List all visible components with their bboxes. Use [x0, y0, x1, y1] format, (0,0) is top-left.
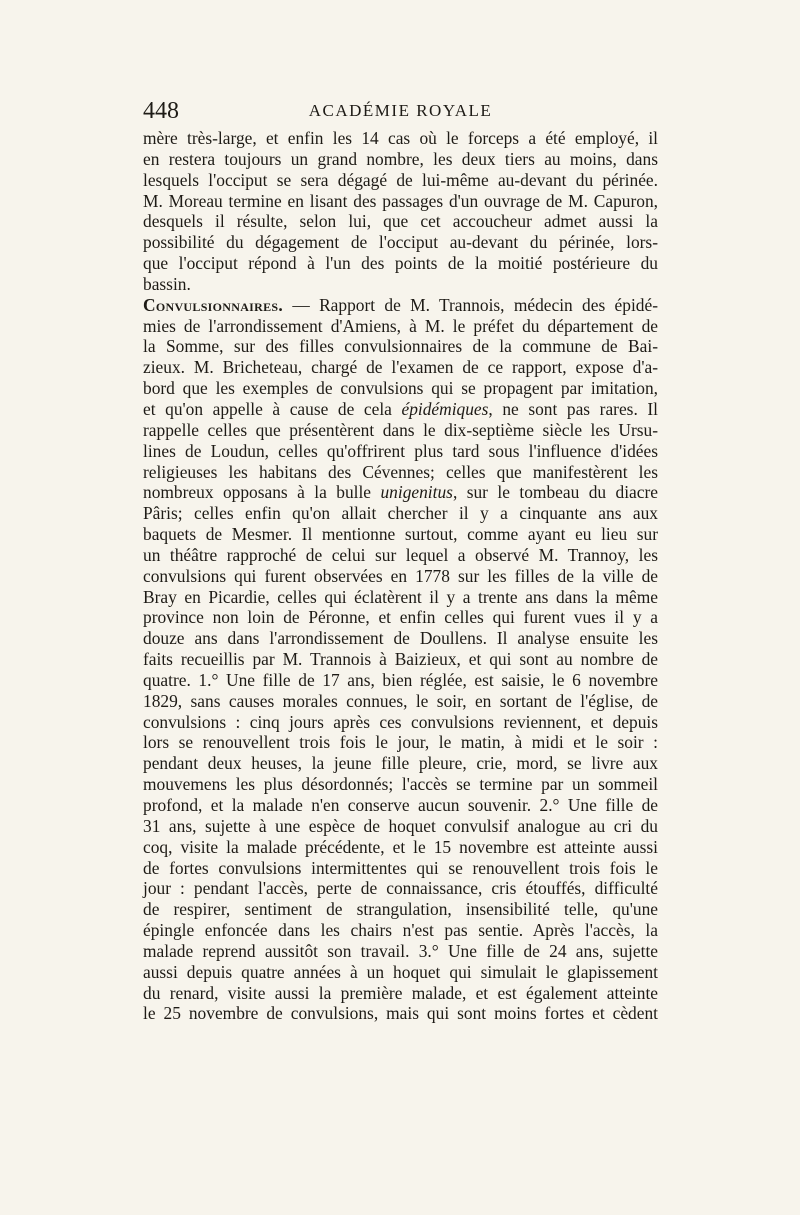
italic-term: unigenitus	[380, 482, 453, 503]
page-number: 448	[143, 98, 179, 124]
text-segment: profond, et la malade n'en conserve aucun souvenir. 2.° Une fille de	[143, 795, 658, 815]
text-segment: , ne sont pas rares. Il	[488, 398, 658, 419]
text-line	[143, 983, 658, 1004]
text-line	[143, 587, 658, 608]
text-segment: convulsions : cinq jours après ces convulsions reviennent, et depuis	[143, 711, 658, 732]
text-segment: épingle enfoncée dans les chairs n'est pas sentie. Après l'accès, la	[143, 920, 658, 941]
text-segment: bord que les exemples de convulsions qui se propagent par imitation,	[143, 378, 658, 399]
text-line	[143, 462, 658, 483]
text-line	[143, 336, 658, 357]
text-segment: lesquels l'occiput se sera dégagé de lui-même au-devant du périnée.	[143, 169, 658, 190]
text-segment: quatre. 1.° Une fille de 17 ans, bien réglée, est saisie, le 6 novembre	[143, 669, 658, 690]
text-line	[143, 649, 658, 670]
text-line	[143, 420, 658, 441]
text-line	[143, 816, 658, 837]
text-line	[143, 670, 658, 691]
text-segment: de respirer, sentiment de strangulation, insensibilité telle, qu'une	[143, 899, 658, 920]
text-line	[143, 357, 658, 378]
text-line	[143, 566, 658, 587]
text-line	[143, 732, 658, 753]
text-line	[143, 170, 658, 191]
text-segment: 31 ans, sujette à une espèce de hoquet convulsif analogue au cri du	[143, 815, 658, 836]
text-segment: lines de Loudun, celles qu'offrirent plus tard sous l'influence d'idées	[143, 440, 658, 461]
text-segment: et qu'on appelle à cause de cela	[143, 398, 402, 419]
text-segment: Pâris; celles enfin qu'on allait chercher il y a cinquante ans aux	[143, 503, 658, 524]
text-line	[143, 232, 658, 253]
text-line	[143, 962, 658, 983]
text-line	[143, 316, 658, 337]
text-line	[143, 378, 658, 399]
text-line	[143, 253, 658, 274]
text-segment: desquels il résulte, selon lui, que cet accoucheur admet aussi la	[143, 211, 658, 232]
text-segment: possibilité du dégagement de l'occiput au-devant du périnée, lors-	[143, 232, 658, 253]
text-line	[143, 691, 658, 712]
page-header	[143, 96, 658, 126]
text-line	[143, 607, 658, 628]
text-line	[143, 545, 658, 566]
text-line	[143, 149, 658, 170]
text-segment: — Rapport de M. Trannois, médecin des épidé-	[283, 294, 658, 315]
text-line	[143, 920, 658, 941]
text-segment: jour : pendant l'accès, perte de connaissance, cris étouffés, difficulté	[143, 878, 658, 899]
text-segment: nombreux opposans à la bulle	[143, 482, 381, 503]
text-segment: 1829, sans causes morales connues, le soir, en sortant de l'église, de	[143, 690, 658, 711]
text-line	[143, 524, 658, 545]
text-line	[143, 753, 658, 774]
text-segment: coq, visite la malade précédente, et le 15 novembre est atteinte aussi	[143, 836, 658, 857]
text-segment: un théâtre rapproché de celui sur lequel a observé M. Trannoy, les	[143, 544, 658, 565]
text-segment: mouvemens les plus désordonnés; l'accès se termine par un sommeil	[143, 774, 658, 795]
text-segment: province non loin de Péronne, et enfin celles qui furent vues il y a	[143, 607, 658, 628]
text-line	[143, 837, 658, 858]
text-line	[143, 795, 658, 816]
text-line	[143, 899, 658, 920]
text-line	[143, 482, 658, 503]
section-heading: Convulsionnaires.	[143, 294, 284, 315]
text-segment: Bray en Picardie, celles qui éclatèrent il y a trente ans dans la même	[143, 586, 658, 607]
text-segment: mère très-large, et enfin les 14 cas où le forceps a été employé, il	[143, 128, 658, 148]
text-line	[143, 878, 658, 899]
text-segment: convulsions qui furent observées en 1778 sur les filles de la ville de	[143, 565, 658, 586]
text-line	[143, 211, 658, 232]
text-line	[143, 274, 658, 295]
text-segment: en restera toujours un grand nombre, les deux tiers au moins, dans	[143, 148, 658, 169]
text-segment: baquets de Mesmer. Il mentionne surtout, comme ayant eu lieu sur	[143, 524, 658, 545]
text-line	[143, 191, 658, 212]
text-line	[143, 712, 658, 733]
text-segment: du renard, visite aussi la première malade, et est également atteinte	[143, 982, 658, 1003]
text-line	[143, 399, 658, 420]
text-segment: aussi depuis quatre années à un hoquet qui simulait le glapissement	[143, 961, 658, 982]
text-segment: religieuses les habitans des Cévennes; celles que manifestèrent les	[143, 461, 658, 482]
text-segment: zieux. M. Bricheteau, chargé de l'examen de ce rapport, expose d'a-	[143, 357, 658, 378]
text-line	[143, 941, 658, 962]
text-segment: que l'occiput répond à l'un des points de la moitié postérieure du	[143, 253, 658, 274]
text-line	[143, 1003, 658, 1024]
text-segment: de fortes convulsions intermittentes qui se renouvellent trois fois le	[143, 857, 658, 878]
italic-term: épidémiques	[401, 398, 489, 419]
text-line	[143, 503, 658, 524]
text-segment: , sur le tombeau du diacre	[452, 482, 659, 503]
text-segment: douze ans dans l'arrondissement de Doullens. Il analyse ensuite les	[143, 628, 658, 649]
text-segment: M. Moreau termine en lisant des passages d'un ouvrage de M. Capuron,	[143, 190, 658, 211]
text-segment: faits recueillis par M. Trannois à Baizieux, et qui sont au nombre de	[143, 649, 658, 670]
text-line	[143, 628, 658, 649]
text-segment: rappelle celles que présentèrent dans le dix-septième siècle les Ursu-	[143, 419, 658, 440]
text-line	[143, 128, 658, 149]
text-segment: lors se renouvellent trois fois le jour, le matin, à midi et le soir :	[143, 732, 658, 753]
text-line	[143, 858, 658, 879]
text-segment: le 25 novembre de convulsions, mais qui sont moins fortes et cèdent	[143, 1003, 658, 1024]
text-segment: la Somme, sur des filles convulsionnaires de la commune de Bai-	[143, 336, 658, 357]
text-segment: malade reprend aussitôt son travail. 3.° Une fille de 24 ans, sujette	[143, 940, 658, 961]
running-head: ACADÉMIE ROYALE	[308, 101, 493, 120]
text-segment: bassin.	[143, 273, 191, 294]
text-line	[143, 774, 658, 795]
text-segment: mies de l'arrondissement d'Amiens, à M. le préfet du département de	[143, 315, 658, 336]
body-text	[143, 128, 658, 1024]
text-line	[143, 441, 658, 462]
text-line	[143, 295, 658, 316]
text-segment: pendant deux heuses, la jeune fille pleure, crie, mord, se livre aux	[143, 753, 658, 774]
